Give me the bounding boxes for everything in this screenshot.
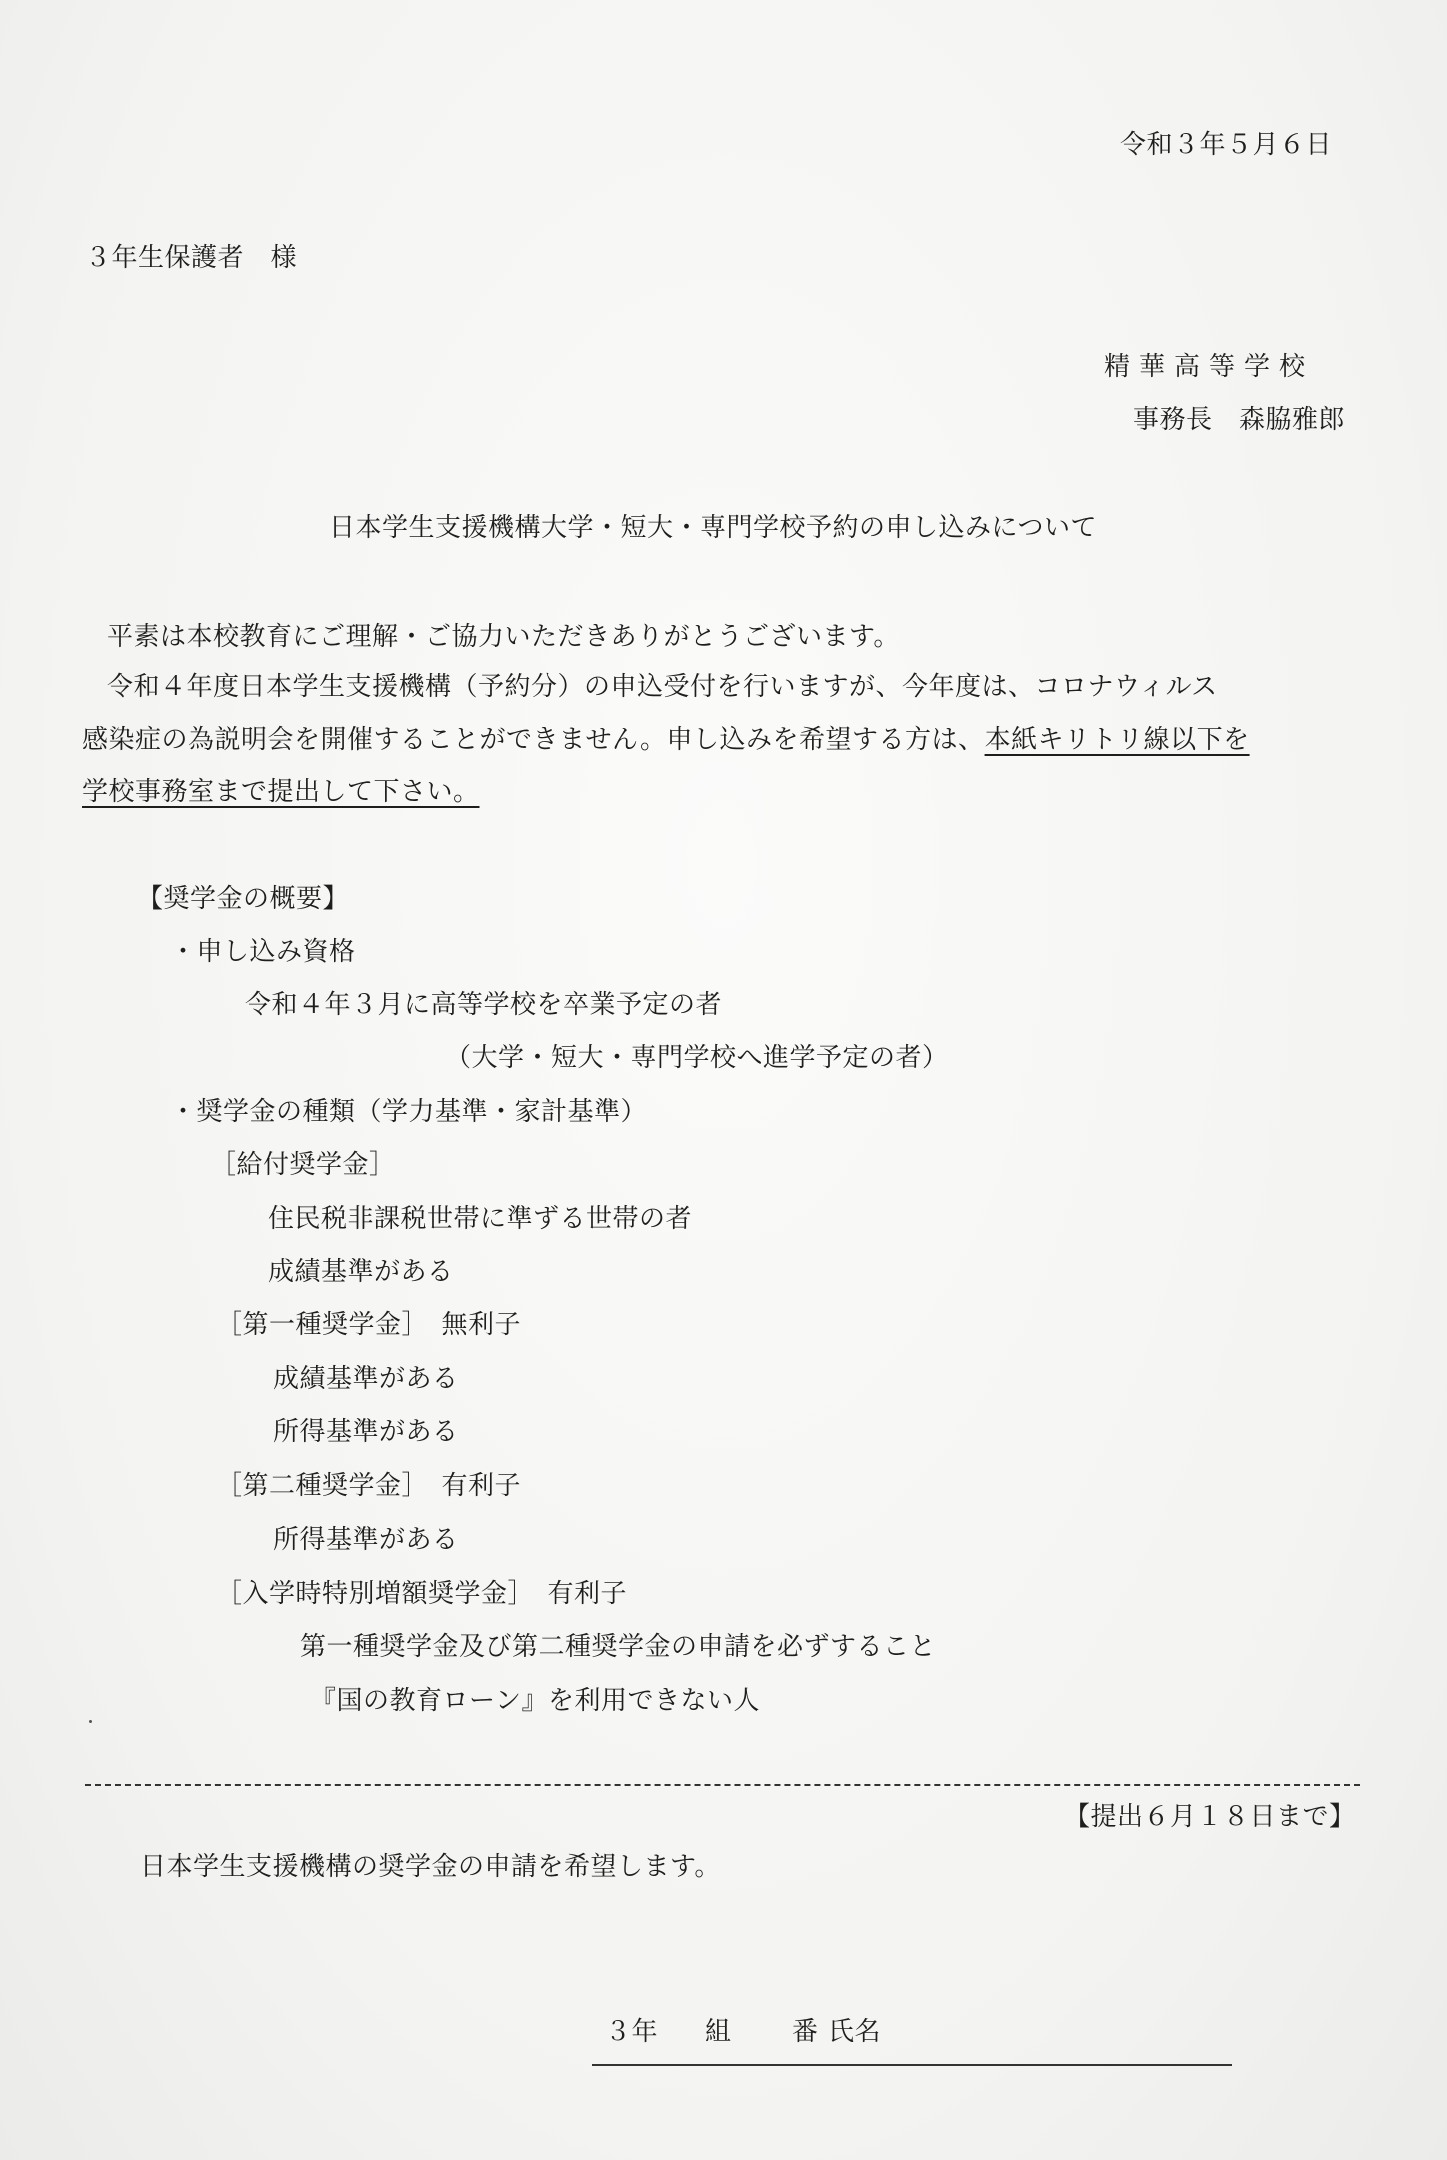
number-label: 番: [792, 2017, 819, 2047]
sender: 事務長 森脇雅郎: [1133, 405, 1346, 435]
nyugaku-line-1: 第一種奨学金及び第二種奨学金の申請を必ずすること: [300, 1632, 937, 1662]
deadline: 【提出６月１８日まで】: [1064, 1802, 1356, 1832]
daiichi-line-1: 成績基準がある: [273, 1364, 459, 1394]
body-line-3-text: 感染症の為説明会を開催することができません。申し込みを希望する方は、: [82, 725, 985, 755]
body-line-2: 令和４年度日本学生支援機構（予約分）の申込受付を行いますが、今年度は、コロナウィルス: [107, 672, 1218, 702]
signature-line: [592, 2064, 1232, 2066]
eligibility-line-2: （大学・短大・専門学校へ進学予定の者）: [445, 1043, 949, 1073]
name-label: 氏名: [828, 2017, 882, 2047]
scan-speck: [89, 1720, 92, 1723]
cut-line: [85, 1784, 1360, 1786]
class-label: 組: [705, 2017, 732, 2047]
body-line-1: 平素は本校教育にご理解・ご協力いただきありがとうございます。: [107, 622, 900, 652]
types-label: ・奨学金の種類（学力基準・家計基準）: [170, 1097, 648, 1127]
nyugaku-line-2: 『国の教育ローン』を利用できない人: [310, 1686, 760, 1716]
overview-heading: 【奨学金の概要】: [137, 884, 350, 914]
daini-label: ［第二種奨学金］ 有利子: [216, 1471, 522, 1501]
kyufu-line-2: 成績基準がある: [268, 1257, 454, 1287]
nyugaku-label: ［入学時特別増額奨学金］ 有利子: [216, 1579, 628, 1609]
body-line-3-underlined: 本紙キリトリ線以下を: [984, 725, 1250, 755]
recipient: ３年生保護者 様: [85, 243, 298, 273]
date: 令和３年５月６日: [1120, 130, 1333, 160]
daini-line-1: 所得基準がある: [273, 1525, 459, 1555]
application-statement: 日本学生支援機構の奨学金の申請を希望します。: [140, 1852, 721, 1882]
grade-label: ３年: [605, 2017, 659, 2047]
school-name: 精華高等学校: [1104, 352, 1315, 382]
body-line-3: [82, 723, 1250, 757]
document-title: 日本学生支援機構大学・短大・専門学校予約の申し込みについて: [329, 513, 1097, 543]
daiichi-line-2: 所得基準がある: [273, 1417, 459, 1447]
eligibility-label: ・申し込み資格: [170, 937, 356, 967]
kyufu-line-1: 住民税非課税世帯に準ずる世帯の者: [268, 1204, 693, 1234]
daiichi-label: ［第一種奨学金］ 無利子: [216, 1310, 522, 1340]
body-line-4: 学校事務室まで提出して下さい。: [82, 777, 480, 807]
kyufu-label: ［給付奨学金］: [210, 1150, 396, 1180]
eligibility-line-1: 令和４年３月に高等学校を卒業予定の者: [245, 990, 723, 1020]
